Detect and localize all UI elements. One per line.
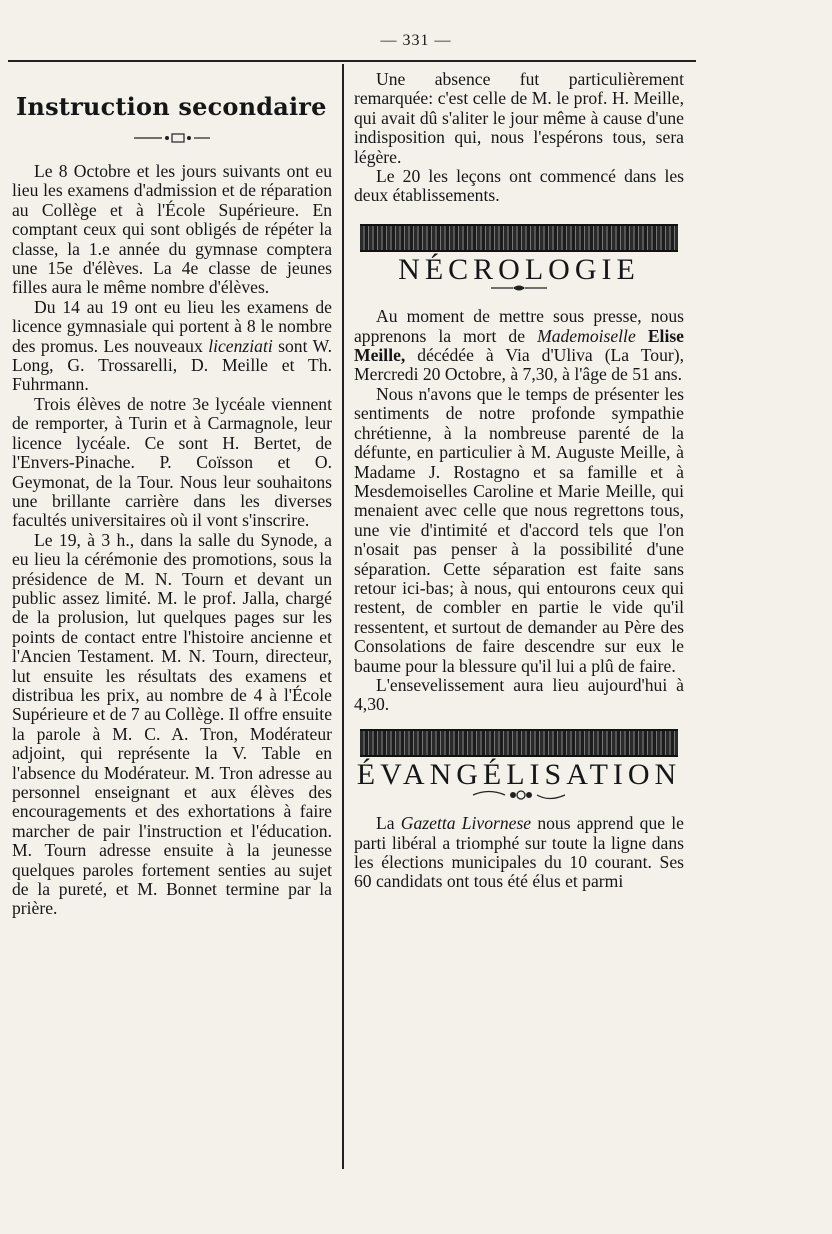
header-rule: [8, 60, 696, 62]
right-column: [354, 70, 684, 892]
paragraph: Le 19, à 3 h., dans la salle du Synode, a eu lieu la cérémonie des promotions, sous la présidence de M. N. Tourn et devant un public assez limité. M. le prof. Jalla, chargé de la prolusion, lut quelques pages sur les points de contact entre l'histoire ancienne et l'Ancien Testament. M. N. Tourn, directeur, lut ensuite les résultats des examens et distribua les prix, au nombre de 4 à l'École Supérieure et de 7 au Collège. Il offre ensuite la parole à M. C. A. Tron, Modérateur adjoint, qui représente la V. Table en l'absence du Modérateur. M. Tron adresse au personnel enseignant et aux élèves des encouragements et des exhortations à faire marcher de pair l'instruction et l'éducation. M. Tourn adresse ensuite à la jeunesse quelques paroles fortement senties au sujet de la pureté, et M. Bonnet termine par la prière.: [12, 529, 332, 919]
paragraph: Le 20 les leçons ont commencé dans les deux établissements.: [354, 166, 684, 206]
section-banner: [360, 729, 678, 757]
section-title-instruction: Instruction secondaire: [16, 92, 327, 121]
paragraph: Nous n'avons que le temps de présenter les sentiments de notre profonde sympathie chrétienne, à la nombreuse parenté de la défunte, en particulier à M. Auguste Meille, à Madame J. Rostagno et sa famille et à Mesdemoiselles Caroline et Marie Meille, qui menaient avec celle que nous regrettons tous, une vie d'intimité et d'accord tels que l'on n'osait pas penser à la possibilité d'une séparation. Cette séparation est faite sans retour ici-bas; à nous, qui entourons ceux qui restent, de combler en partie le vide qu'il ressentent, et surtout de demander au Père des Consolations de faire descendre sur eux le baume pour la blessure qu'il lui a plû de faire.: [354, 383, 684, 676]
paragraph: L'ensevelissement aura lieu aujourd'hui à 4,30.: [354, 674, 684, 715]
section-banner: [360, 224, 678, 252]
section-title-necrologie: NÉCROLOGIE: [398, 252, 640, 286]
section-title-evangelisation: ÉVANGÉLISATION: [356, 757, 682, 791]
page-number: — 331 —: [380, 32, 452, 49]
left-column: [12, 70, 332, 919]
column-divider: [342, 64, 344, 1169]
paragraph: La Gazetta Livornese nous apprend que le parti libéral a triomphé sur toute la ligne dans les élections municipales du 10 courant. Ses 60 candidats ont tous été élus et parmi: [354, 813, 684, 892]
paragraph: Le 8 Octobre et les jours suivants ont eu lieu les examens d'admission et de réparation au Collège et à l'École Supérieure. En comptant ceux qui sont obligés de répéter la classe, la 1.e année du gymnase comptera une 15e d'élèves. La 4e classe de jeunes filles aura le même nombre d'élèves.: [12, 161, 332, 298]
ornament-icon: [132, 132, 212, 144]
paragraph: Trois élèves de notre 3e lycéale viennent de remporter, à Turin et à Carmagnole, leur licence lycéale. Ce sont H. Bertet, de l'Envers-Pinache. P. Coïsson et O. Geymonat, de la Tour. Nous leur souhaitons une brillante carrière dans les diverses facultés universitaires où il vont s'inscrire.: [12, 393, 332, 531]
paragraph: Du 14 au 19 ont eu lieu les examens de licence gymnasiale qui portent à 8 le nombre des promus. Les nouveaux licenziati sont W. Long, G. Trossarelli, D. Meille et Th. Fuhrmann.: [12, 296, 332, 395]
paragraph: Une absence fut particulièrement remarquée: c'est celle de M. le prof. H. Meille, qui avait dû s'aliter le jour même à cause d'une indisposition qui, nous l'espérons tous, sera légère.: [354, 69, 684, 167]
paragraph: Au moment de mettre sous presse, nous apprenons la mort de Mademoiselle Elise Meille, décédée à Via d'Uliva (La Tour), Mercredi 20 Octobre, à 7,30, à l'âge de 51 ans.: [354, 306, 684, 385]
